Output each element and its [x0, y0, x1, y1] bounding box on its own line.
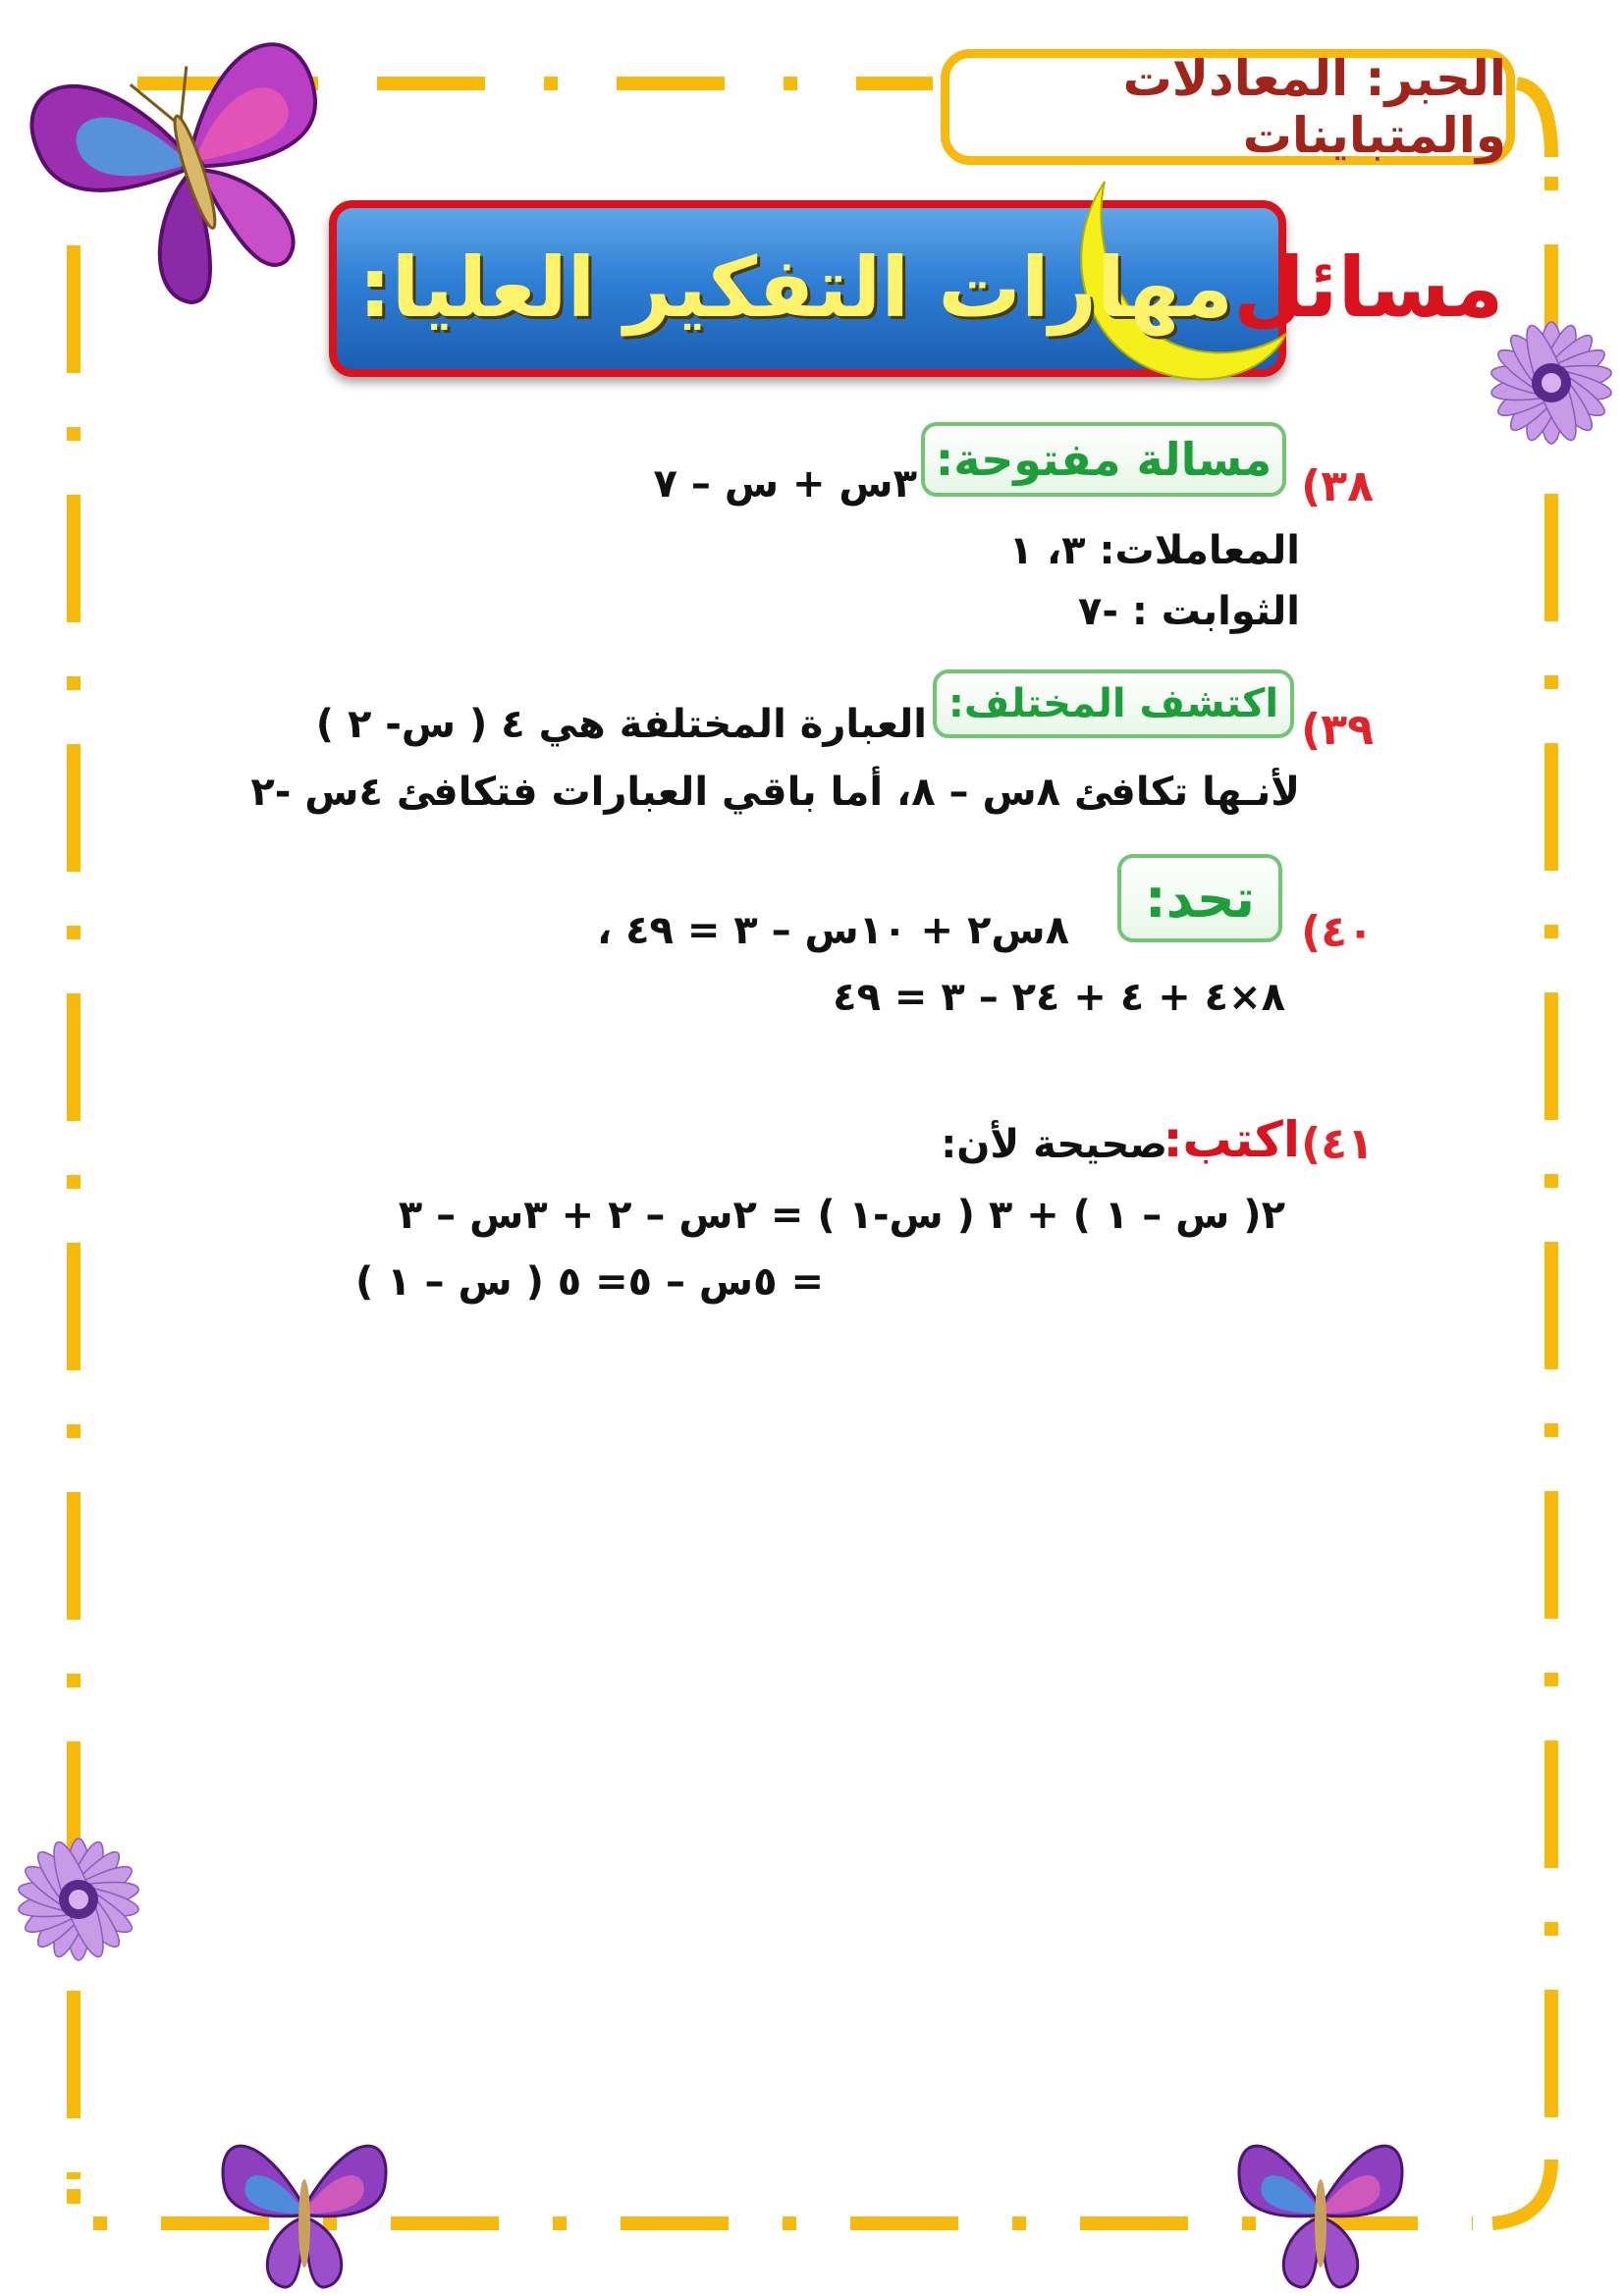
chapter-label-text: الحبر: المعادلات والمتباينات [1122, 50, 1506, 164]
problem-line: = ٥س – ٥= ٥ ( س – ١ ) [354, 1259, 824, 1305]
title-part1: مسائل [1232, 240, 1504, 336]
problem-line: المعاملات: ٣، ١ [1008, 528, 1300, 573]
butterfly-icon [25, 0, 368, 353]
butterfly-icon [216, 2125, 393, 2292]
problem-tag-text: تحد: [1145, 867, 1255, 930]
problem-line: ٨س٢ + ١٠س – ٣ = ٤٩ ، [596, 908, 1069, 953]
chapter-label [941, 49, 1515, 165]
problem-line: الثوابت : -٧ [1077, 589, 1300, 634]
flower-icon [0, 1821, 157, 1978]
butterfly-icon [1232, 2125, 1409, 2292]
problem-tag-text: مسالة مفتوحة: [935, 433, 1272, 486]
problem-tag [921, 422, 1286, 497]
page-title [358, 214, 1504, 361]
problem-line: ٨×٤ + ٤ + ٢٤ – ٣ = ٤٩ [833, 975, 1285, 1020]
problem-number: ٣٨) [1301, 461, 1374, 511]
problem-tag [933, 669, 1294, 738]
problem-number: ٤١) [1301, 1119, 1374, 1169]
problem-line: صحيحة لأن: [941, 1122, 1167, 1167]
problem-tag [1163, 1111, 1300, 1168]
problem-number: ٣٩) [1301, 705, 1374, 755]
problem-tag [1117, 854, 1282, 942]
problem-tag-text: اكتب: [1163, 1111, 1300, 1168]
problem-line: ٢( س – ١ ) + ٣ ( س-١ ) = ٢س – ٢ + ٣س – ٣ [398, 1193, 1285, 1238]
title-part2: مهارات التفكير العليا: [358, 240, 1233, 336]
problem-line: العبارة المختلفة هي ٤ ( س- ٢ ) [315, 702, 927, 747]
problem-line: ٣س + س – ٧ [653, 461, 917, 507]
problem-tag-text: اكتشف المختلف: [947, 681, 1279, 726]
problem-number: ٤٠) [1301, 907, 1374, 957]
problem-line: لأنـها تكافئ ٨س – ٨، أما باقي العبارات فتكافئ ٤س -٢ [250, 770, 1300, 815]
